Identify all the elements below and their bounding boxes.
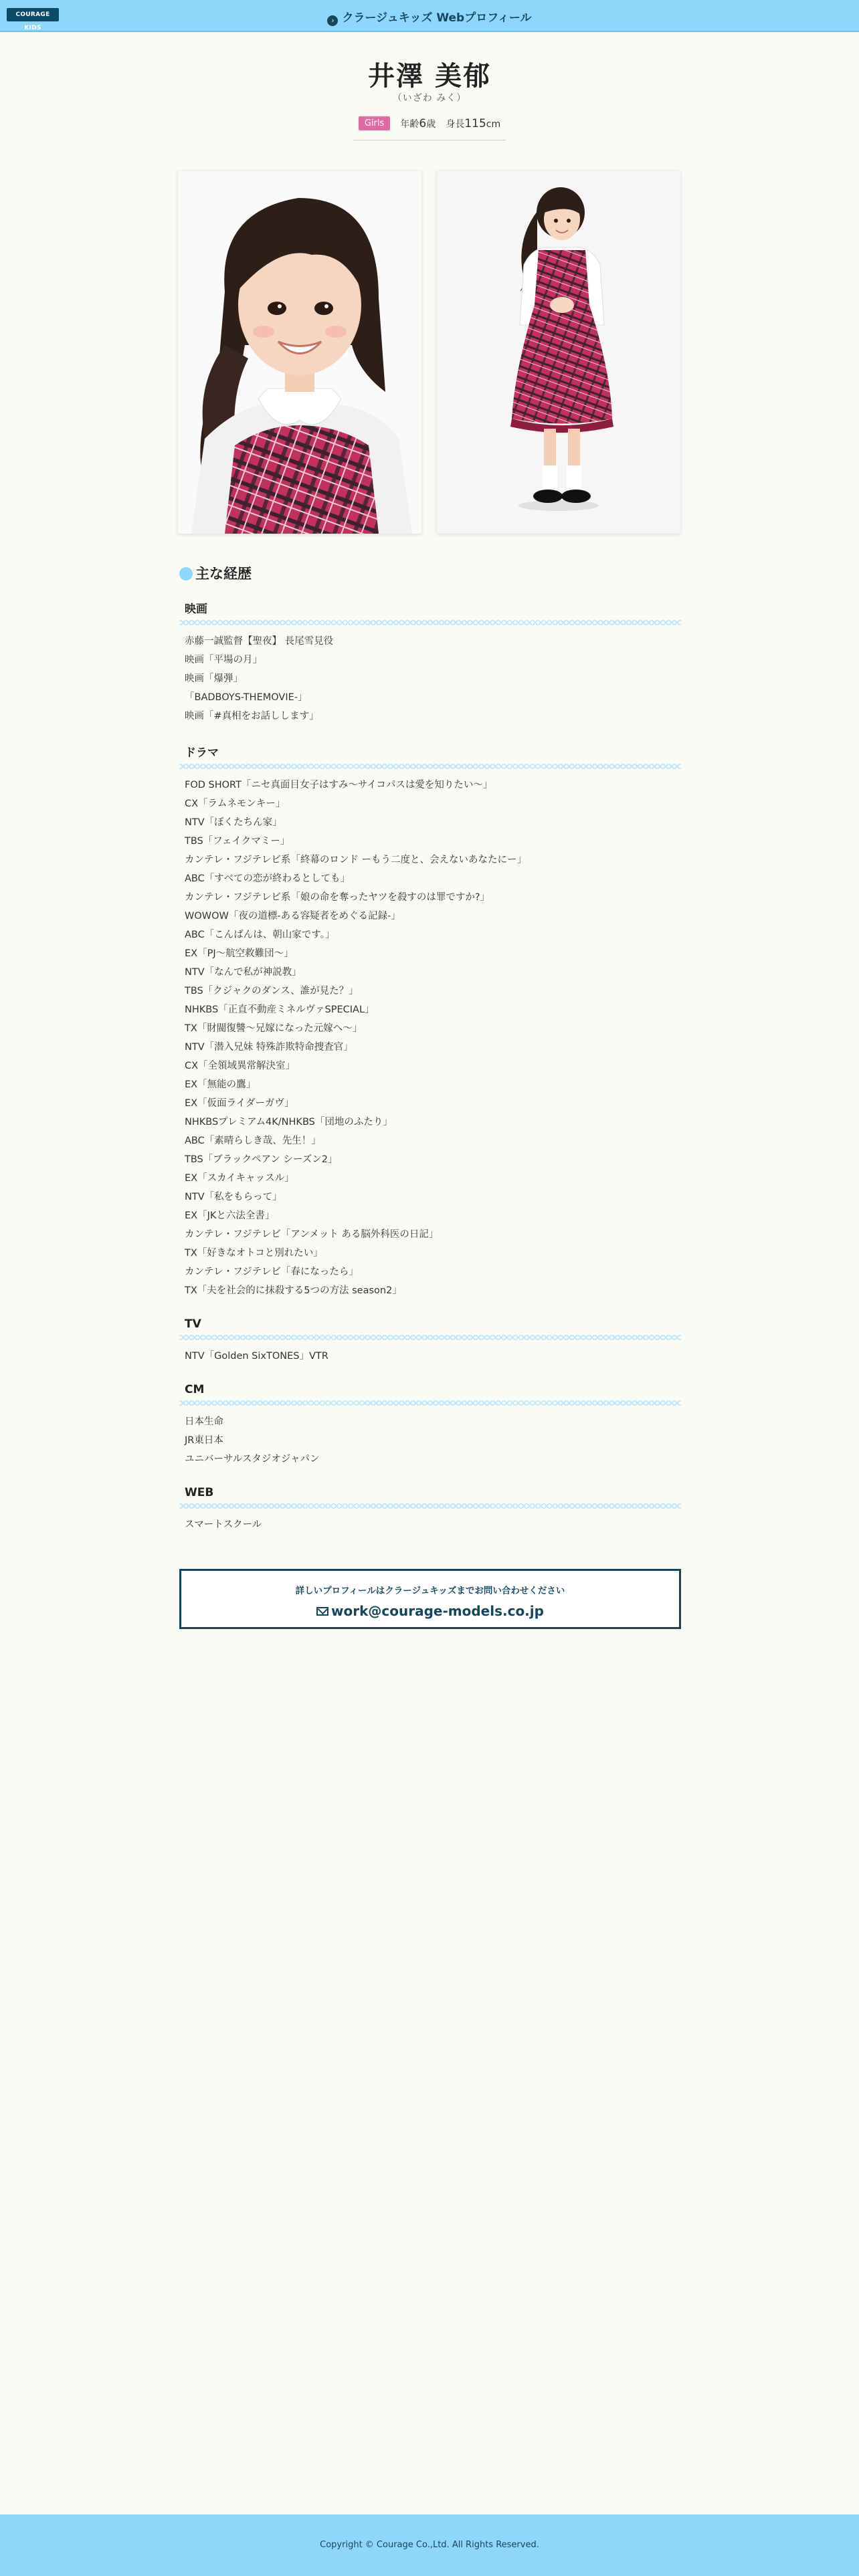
chevron-right-circle-icon: › — [327, 15, 338, 26]
age-unit: 歳 — [426, 118, 436, 130]
career-item: EX「JKと六法全書」 — [185, 1210, 275, 1221]
career-category-title: ドラマ — [185, 746, 219, 760]
contact-message: 詳しいプロフィールはクラージュキッズまでお問い合わせください — [295, 1586, 565, 1596]
career-category — [179, 1317, 681, 1366]
career-item: 「BADBOYS-THEMOVIE-」 — [185, 692, 308, 703]
career-item: NTV「なんで私が神説教」 — [185, 967, 302, 978]
height-unit: cm — [486, 118, 501, 130]
talent-name: 井澤 美郁 — [368, 61, 491, 92]
career-item: NHKBSプレミアム4K/NHKBS「団地のふたり」 — [185, 1117, 393, 1128]
career-item: NTV「潜入兄妹 特殊詐欺特命捜査官」 — [185, 1042, 353, 1053]
contact-box — [179, 1569, 681, 1629]
career-item: JR東日本 — [185, 1435, 223, 1446]
full-body-illustration — [437, 171, 680, 534]
wave-divider — [179, 620, 681, 625]
career-item: TBS「クジャクのダンス、誰が見た？」 — [185, 986, 359, 996]
career-item: ABC「こんばんは、朝山家です。」 — [185, 930, 335, 940]
career-category-title: 映画 — [185, 603, 207, 616]
contact-email[interactable]: work@courage-models.co.jp — [331, 1603, 544, 1619]
career-item: ユニバーサルスタジオジャパン — [185, 1454, 320, 1465]
career-item: CX「ラムネモンキー」 — [185, 798, 286, 809]
top-bar — [0, 0, 859, 32]
career-list — [179, 599, 681, 1551]
career-item: TBS「ブラックペアン シーズン2」 — [185, 1154, 338, 1165]
bullet-circle-icon — [179, 567, 193, 580]
full-body-photo[interactable] — [437, 171, 680, 534]
wave-divider — [179, 1400, 681, 1406]
career-category-title: CM — [185, 1383, 205, 1396]
career-item: 赤藤一誠監督【聖夜】 長尾雪見役 — [185, 636, 334, 647]
career-item: CX「全領域異常解決室」 — [185, 1061, 296, 1071]
career-item: NTV「私をもらって」 — [185, 1192, 282, 1202]
career-item: FOD SHORT「ニセ真面目女子はすみ〜サイコパスは愛を知りたい〜」 — [185, 780, 493, 790]
career-item: 映画「爆弾」 — [185, 673, 243, 684]
career-category — [179, 1486, 681, 1534]
career-item: TX「財閥復讐〜兄嫁になった元嫁へ〜」 — [185, 1023, 363, 1034]
career-item: カンテレ・フジテレビ系「娘の命を奪ったヤツを殺すのは罪ですか?」 — [185, 892, 490, 903]
career-item: WOWOW「夜の道標-ある容疑者をめぐる記録-」 — [185, 911, 401, 922]
career-item: EX「仮面ライダーガヴ」 — [185, 1098, 294, 1109]
envelope-icon — [316, 1607, 328, 1616]
career-item: NTV「Golden SixTONES」VTR — [185, 1351, 328, 1362]
career-category-title: WEB — [185, 1486, 214, 1499]
career-item: ABC「すべての恋が終わるとしても」 — [185, 873, 350, 884]
category-badge: Girls — [359, 116, 390, 130]
height-value: 115 — [464, 116, 486, 130]
career-category — [179, 743, 681, 1300]
career-item: NHKBS「正直不動産ミネルヴァSPECIAL」 — [185, 1004, 375, 1015]
height-info — [446, 116, 501, 130]
headshot-illustration — [178, 171, 421, 534]
age-info — [400, 116, 436, 130]
copyright: Copyright © Courage Co.,Ltd. All Rights Reserved. — [320, 2540, 539, 2550]
career-item: EX「スカイキャッスル」 — [185, 1173, 294, 1184]
wave-divider — [179, 764, 681, 769]
career-category-title: TV — [185, 1317, 201, 1331]
career-item: 映画「平場の月」 — [185, 655, 262, 665]
career-item: カンテレ・フジテレビ「アンメット ある脳外科医の日記」 — [185, 1229, 439, 1240]
career-item: NTV「ぼくたちん家」 — [185, 817, 282, 828]
talent-name-reading: （いざわ みく） — [392, 93, 467, 104]
wave-divider — [179, 1503, 681, 1509]
headshot-photo[interactable] — [178, 171, 421, 534]
wave-divider — [179, 1335, 681, 1340]
site-title — [0, 8, 859, 26]
career-item: TX「夫を社会的に抹殺する5つの方法 season2」 — [185, 1285, 402, 1296]
height-label: 身長 — [446, 118, 465, 130]
career-title-text: 主な経歴 — [195, 566, 252, 582]
contact-email-link[interactable] — [181, 1603, 679, 1619]
career-item: スマートスクール — [185, 1519, 262, 1530]
footer — [0, 2514, 859, 2576]
career-item: カンテレ・フジテレビ系「終幕のロンド ーもう二度と、会えないあなたにー」 — [185, 855, 527, 865]
career-section-title — [179, 563, 252, 583]
career-item: EX「PJ〜航空救難団〜」 — [185, 948, 294, 959]
career-item: TX「好きなオトコと別れたい」 — [185, 1248, 323, 1259]
career-item: EX「無能の鷹」 — [185, 1079, 256, 1090]
site-title-text: クラージュキッズ Webプロフィール — [342, 11, 532, 25]
age-value: 6 — [419, 116, 427, 130]
career-item: 日本生命 — [185, 1416, 223, 1427]
profile-meta — [353, 116, 506, 140]
career-category — [179, 1383, 681, 1469]
career-item: TBS「フェイクマミー」 — [185, 836, 290, 847]
career-category — [179, 599, 681, 726]
courage-kids-logo[interactable]: COURAGE KIDS — [7, 8, 59, 21]
age-label: 年齢 — [400, 118, 419, 130]
career-item: ABC「素晴らしき哉、先生！」 — [185, 1136, 321, 1146]
career-item: カンテレ・フジテレビ「春になったら」 — [185, 1267, 359, 1277]
career-item: 映画「#真相をお話しします」 — [185, 711, 319, 722]
